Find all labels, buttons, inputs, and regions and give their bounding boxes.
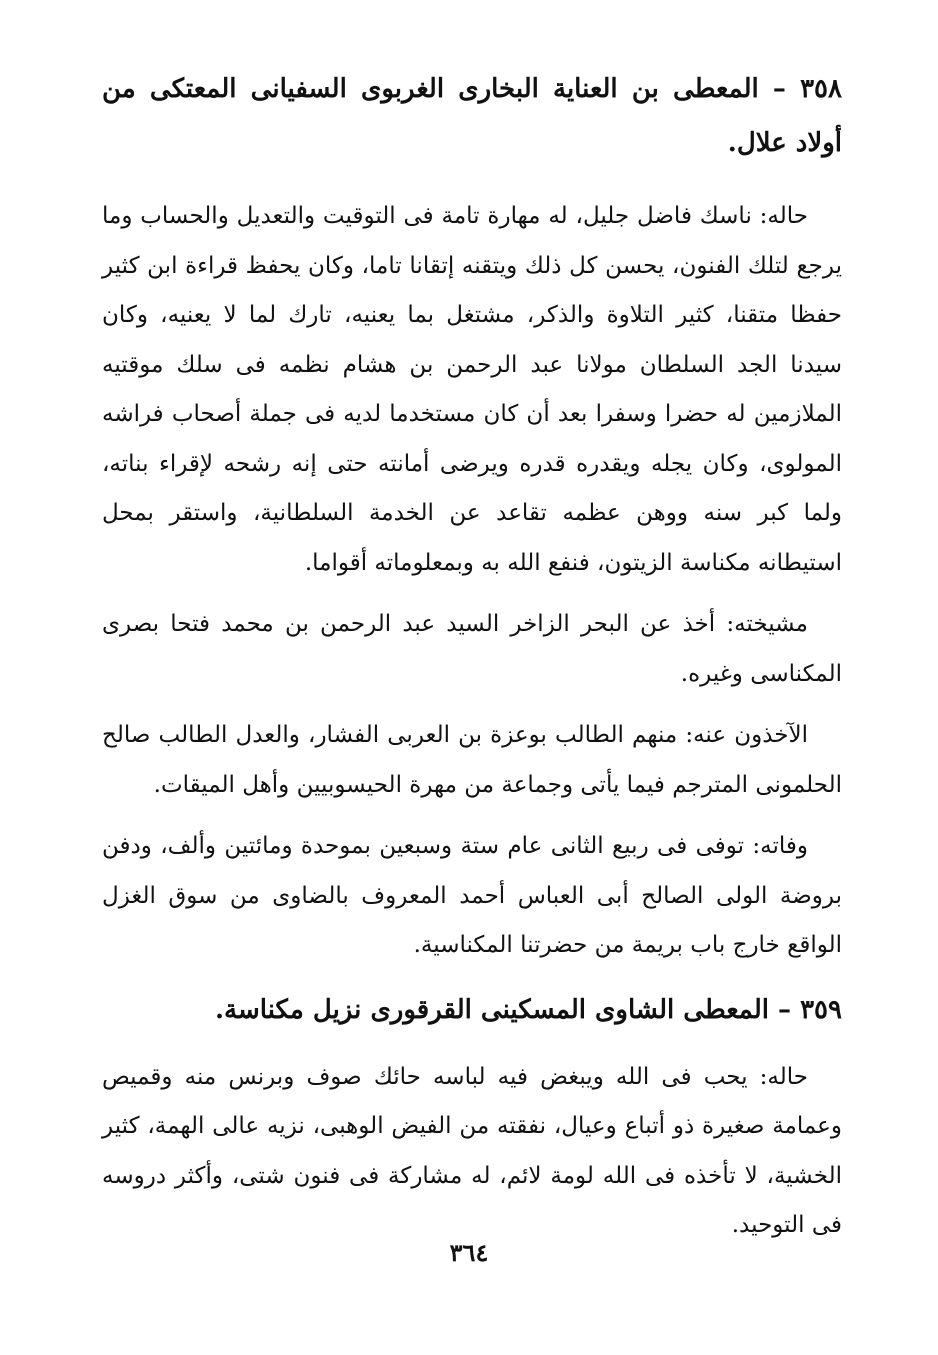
entry-358-akhidhun-paragraph: الآخذون عنه: منهم الطالب بوعزة بن العربى الفشار، والعدل الطالب صالح الحلمونى المترجم فيما يأتى وجماعة من مهرة الحيسوبيين وأهل الميقات. [102,722,842,798]
page-body [102,62,842,1263]
page-number: ٣٦٤ [449,1238,489,1267]
entry-358-wafat-paragraph: وفاته: توفى فى ربيع الثانى عام ستة وسبعين بموحدة ومائتين وألف، ودفن بروضة الولى الصالح أبى العباس أحمد المعروف بالضاوى من سوق الغزل الواقع خارج باب بريمة من حضرتنا المكناسية. [102,833,842,958]
entry-359-hal-paragraph: حاله: يحب فى الله ويبغض فيه لباسه حائك صوف وبرنس منه وقميص وعمامة صغيرة ذو أتباع وعيال، نفقته من الفيض الوهبى، نزيه عالى الهمة، كثير الخشية، لا تأخذه فى الله لومة لائم، له مشاركة فى فنون شتى، وأكثر دروسه فى التوحيد. [102,1063,842,1238]
entry-358-hal-paragraph: حاله: ناسك فاضل جليل، له مهارة تامة فى التوقيت والتعديل والحساب وما يرجع لتلك الفنون، يحسن كل ذلك ويتقنه إتقانا تاما، وكان يحفظ قراءة ابن كثير حفظا متقنا، كثير التلاوة والذكر، مشتغل بما يعنيه، تارك لما لا يعنيه، وكان سيدنا الجد السلطان مولانا عبد الرحمن بن هشام نظمه فى سلك موقتيه الملازمين له حضرا وسفرا بعد أن كان مستخدما لديه فى جملة أصحاب فراشه المولوى، وكان يجله ويقدره قدره ويرضى أمانته حتى إنه رشحه لإقراء بناته، ولما كبر سنه ووهن عظمه تقاعد عن الخدمة السلطانية، واستقر بمحل استيطانه مكناسة الزيتون، فنفع الله به وبمعلوماته أقواما. [102,203,842,576]
entry-358-mashyakha-paragraph: مشيخته: أخذ عن البحر الزاخر السيد عبد الرحمن بن محمد فتحا بصرى المكناسى وغيره. [102,611,842,687]
entry-359-heading: ٣٥٩ – المعطى الشاوى المسكينى القرقورى نزيل مكناسة. [215,994,842,1025]
entry-358-heading: ٣٥٨ – المعطى بن العناية البخارى الغربوى السفيانى المعتكى من أولاد علال. [102,74,842,158]
